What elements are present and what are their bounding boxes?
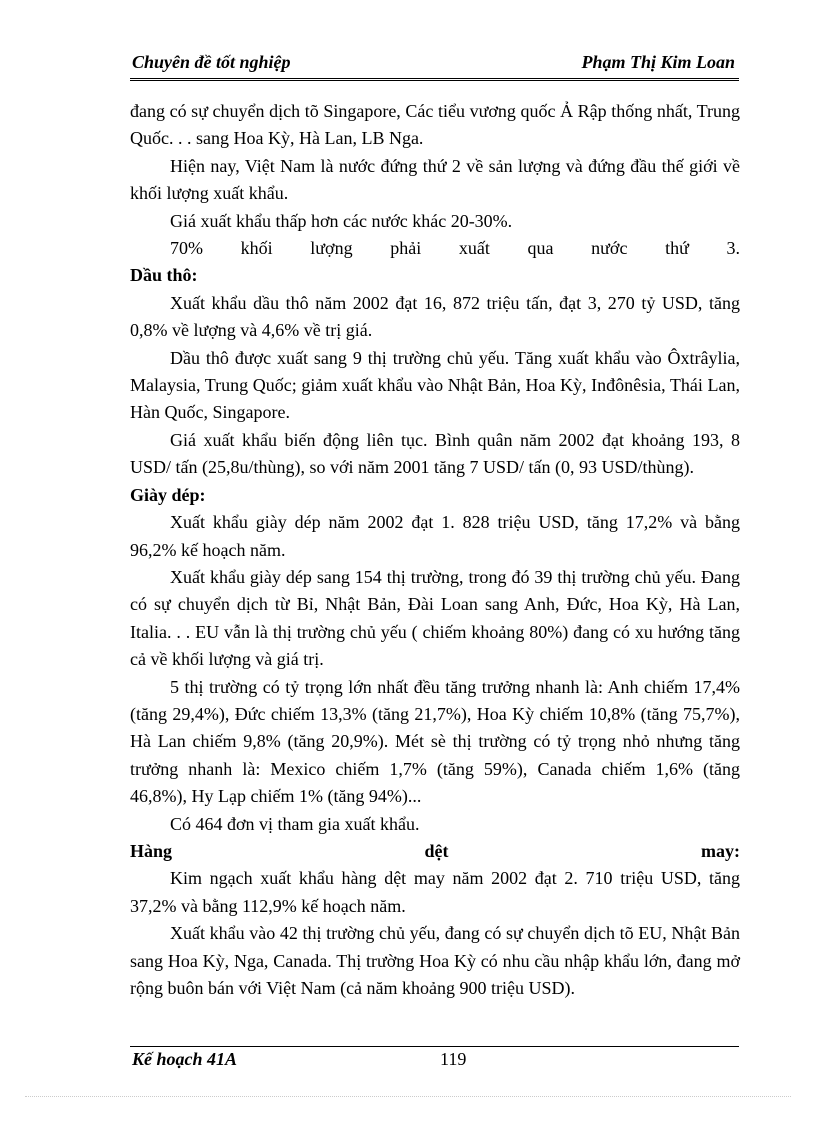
paragraph: Xuất khẩu dầu thô năm 2002 đạt 16, 872 triệu tấn, đạt 3, 270 tỷ USD, tăng 0,8% về lượng và 4,6% về trị giá. [130, 292, 740, 341]
paragraph: Có 464 đơn vị tham gia xuất khẩu. [170, 813, 420, 834]
footer-class: Kế hoạch 41A [132, 1049, 238, 1069]
paragraph: Kim ngạch xuất khẩu hàng dệt may năm 2002 đạt 2. 710 triệu USD, tăng 37,2% và bằng 112,9% kế hoạch năm. [130, 868, 740, 916]
paragraph: đang có sự chuyển dịch tõ Singapore, Các tiểu vương quốc Ả Rập thống nhất, Trung Quốc. . . sang Hoa Kỳ, Hà Lan, LB Nga. [130, 101, 740, 149]
paragraph: Giá xuất khẩu thấp hơn các nước khác 20-30%. [170, 210, 513, 231]
section-heading: Hàng dệt may: [130, 840, 740, 861]
paragraph: Xuất khẩu giày dép năm 2002 đạt 1. 828 triệu USD, tăng 17,2% và bằng 96,2% kế hoạch năm. [130, 512, 740, 560]
section-heading: Dầu thô: [130, 265, 198, 286]
paragraph: Xuất khẩu giày dép sang 154 thị trường, trong đó 39 thị trường chủ yếu. Đang có sự chuyển dịch từ Bỉ, Nhật Bản, Đài Loan sang Anh, Đức, Hoa Kỳ, Hà Lan, Italia. . . EU vẫn là thị trường chủ yếu ( chiếm khoảng 80%) đang có xu hướng tăng cả về khối lượng và giá trị. [130, 566, 740, 670]
paragraph: Dầu thô được xuất sang 9 thị trường chủ yếu. Tăng xuất khẩu vào Ôxtrâylia, Malaysia, Trung Quốc; giảm xuất khẩu vào Nhật Bản, Hoa Kỳ, Inđônêsia, Thái Lan, Hàn Quốc, Singapore. [130, 347, 740, 423]
paragraph: 5 thị trường có tỷ trọng lớn nhất đều tăng trưởng nhanh là: Anh chiếm 17,4% (tăng 29,4%), Đức chiếm 13,3% (tăng 21,7%), Hoa Kỳ chiếm 10,8% (tăng 75,7%), Hà Lan chiếm 9,8% (tăng 20,9%). Mét sè thị trường có tỷ trọng nhỏ nhưng tăng trưởng nhanh là: Mexico chiếm 1,7% (tăng 59%), Canada chiếm 1,6% (tăng 46,8%), Hy Lạp chiếm 1% (tăng 94%)... [130, 676, 740, 807]
page-edge-divider [25, 1096, 791, 1097]
paragraph: 70% khối lượng phải xuất qua nước thứ 3. [170, 238, 740, 259]
paragraph: Giá xuất khẩu biến động liên tục. Bình quân năm 2002 đạt khoảng 193, 8 USD/ tấn (25,8u/thùng), so với năm 2001 tăng 7 USD/ tấn (0, 93 USD/thùng). [130, 429, 740, 478]
paragraph: Xuất khẩu vào 42 thị trường chủ yếu, đang có sự chuyển dịch tõ EU, Nhật Bản sang Hoa Kỳ, Nga, Canada. Thị trường Hoa Kỳ có nhu cầu nhập khẩu lớn, đang mở rộng buôn bán với Việt Nam (cả năm khoảng 900 triệu USD). [130, 923, 740, 998]
document-body [130, 98, 740, 1002]
section-heading: Giày dép: [130, 484, 206, 505]
page-header [130, 52, 739, 81]
page-number: 119 [440, 1049, 467, 1069]
paragraph: Hiện nay, Việt Nam là nước đứng thứ 2 về sản lượng và đứng đầu thế giới về khối lượng xuất khẩu. [130, 155, 740, 204]
header-author: Phạm Thị Kim Loan [581, 52, 735, 72]
header-title: Chuyên đề tốt nghiệp [132, 52, 291, 72]
page-footer [130, 1046, 739, 1069]
